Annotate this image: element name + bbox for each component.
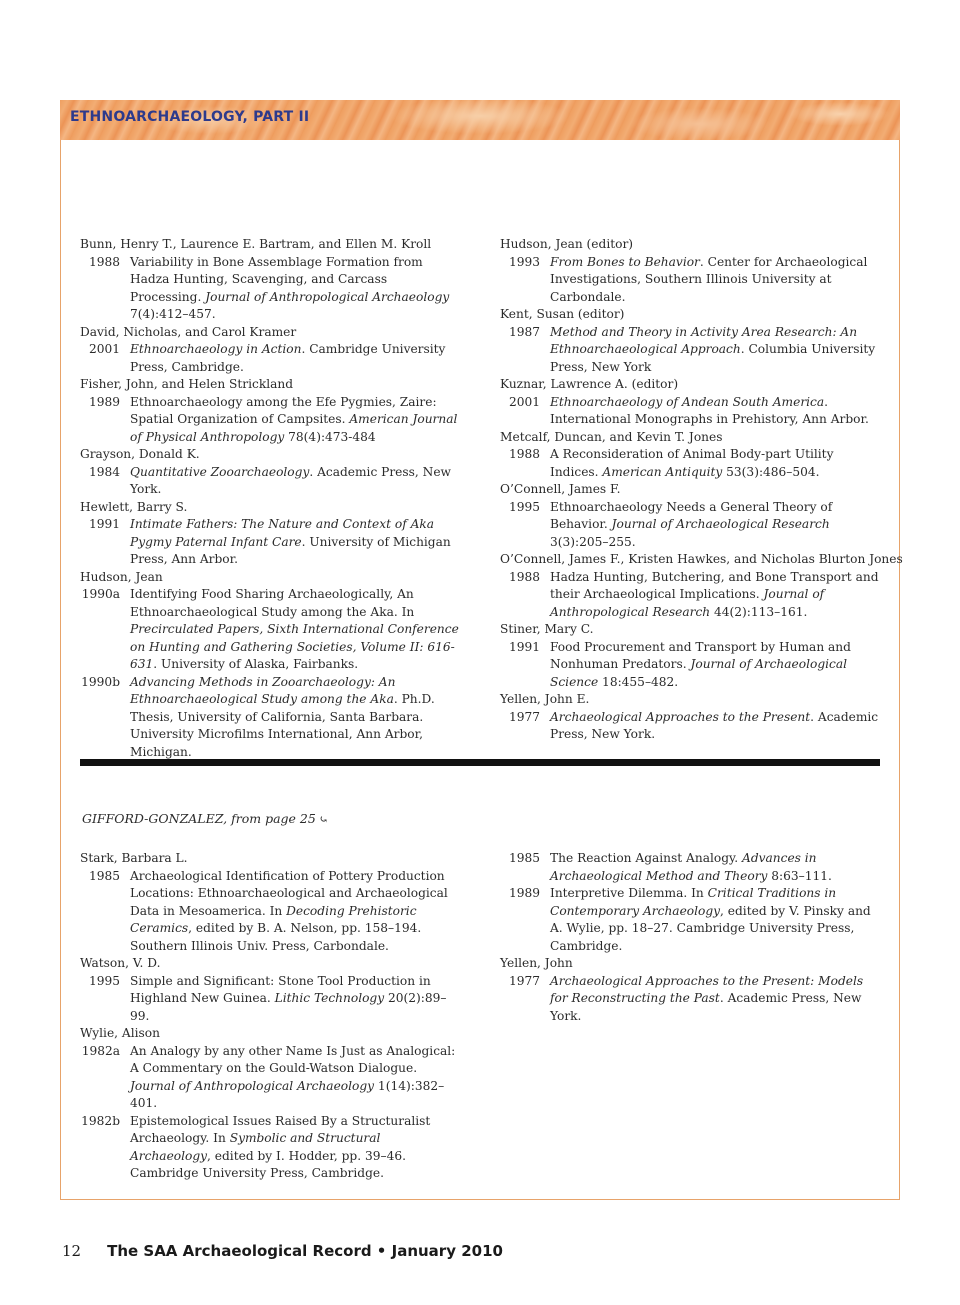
reference-year: 1995 <box>508 499 540 514</box>
page-footer <box>62 1242 503 1260</box>
publication-name: The SAA Archaeological Record • January 2010 <box>107 1242 503 1260</box>
reference-entry <box>80 324 460 377</box>
reference-details: . Academic Press, New York. <box>550 991 862 1023</box>
reference-title: Ethnoarchaeology among the Efe Pygmies, Zaire: Spatial Organization of Campsites. <box>130 394 437 426</box>
reference-entry <box>500 955 880 1025</box>
references-bottom-left <box>80 850 460 1183</box>
reference-author: Hudson, Jean <box>80 569 163 584</box>
reference-author: Hewlett, Barry S. <box>80 499 188 514</box>
reference-entry <box>500 621 880 691</box>
reference-item <box>500 850 880 885</box>
reference-details: . Academic Press, New York. <box>130 464 451 496</box>
reference-year: 1977 <box>508 973 540 988</box>
reference-author: Watson, V. D. <box>80 956 161 970</box>
reference-year: 1988 <box>508 447 540 461</box>
reference-source: Advances in Archaeological Method and Theory <box>550 851 817 883</box>
reference-item <box>500 446 880 481</box>
reference-author: Hudson, Jean (editor) <box>500 237 634 251</box>
continuation-arrow-icon: ⤿ <box>318 813 329 826</box>
reference-author: Stiner, Mary C. <box>500 622 594 636</box>
reference-details: . International Monographs in Prehistory, Ann Arbor. <box>550 394 869 426</box>
reference-entry <box>500 850 880 955</box>
reference-entry <box>500 481 880 551</box>
reference-item <box>500 885 880 955</box>
reference-entry <box>80 569 460 762</box>
reference-details: 8:63–111. <box>767 868 832 883</box>
reference-year: 1982b <box>81 1113 120 1128</box>
reference-year: 1991 <box>88 517 120 531</box>
reference-year: 1988 <box>508 569 540 584</box>
reference-entry <box>80 236 460 324</box>
reference-item <box>80 516 460 569</box>
reference-year: 1988 <box>88 254 120 269</box>
reference-source: Intimate Fathers: The Nature and Context of Aka Pygmy Paternal Infant Care <box>130 517 435 549</box>
reference-author: O’Connell, James F. <box>500 482 621 496</box>
reference-item <box>500 973 880 1026</box>
reference-entry <box>500 376 880 429</box>
continuation-label <box>82 811 328 826</box>
reference-author: Grayson, Donald K. <box>80 447 200 461</box>
reference-year: 1977 <box>508 709 540 724</box>
reference-source: Archaeological Approaches to the Present: Models for Reconstructing the Past <box>550 973 864 1005</box>
reference-details: 20(2):89–99. <box>130 991 447 1023</box>
reference-source: Symbolic and Structural Archaeology <box>130 1131 381 1163</box>
reference-author: David, Nicholas, and Carol Kramer <box>80 324 297 339</box>
reference-entry <box>80 955 460 1025</box>
reference-item <box>500 254 880 307</box>
reference-author: Yellen, John E. <box>500 692 590 706</box>
reference-source: Journal of Archaeological Science <box>550 657 848 689</box>
reference-author: Stark, Barbara L. <box>80 851 188 865</box>
reference-details: . University of Michigan Press, Ann Arbor. <box>130 534 451 566</box>
reference-year: 1985 <box>88 868 120 883</box>
reference-item <box>80 1043 460 1113</box>
reference-entry <box>500 306 880 376</box>
reference-details: , edited by I. Hodder, pp. 39–46. Cambridge University Press, Cambridge. <box>130 1148 406 1180</box>
reference-author: Metcalf, Duncan, and Kevin T. Jones <box>500 429 723 444</box>
reference-year: 1982a <box>81 1043 120 1058</box>
references-bottom-right <box>500 850 880 1025</box>
reference-details: , edited by B. A. Nelson, pp. 158–194. Southern Illinois Univ. Press, Carbondale. <box>130 921 422 953</box>
reference-year: 1987 <box>508 324 540 339</box>
section-header-band <box>60 100 900 140</box>
reference-details: 78(4):473-484 <box>284 429 376 444</box>
reference-source: Decoding Prehistoric Ceramics <box>130 903 417 935</box>
reference-details: 1(14):382–401. <box>130 1078 445 1110</box>
reference-source: Precirculated Papers, Sixth International Conference on Hunting and Gathering Societies, Volume II: 616-631 <box>130 622 459 671</box>
reference-source: Lithic Technology <box>274 991 385 1005</box>
reference-title: Food Procurement and Transport by Human and Nonhuman Predators. <box>550 639 851 671</box>
reference-title: An Analogy by any other Name Is Just as Analogical: A Commentary on the Gould-Watson Dialogue. <box>130 1043 456 1075</box>
section-title: ETHNOARCHAEOLOGY, PART II <box>70 109 310 125</box>
reference-title: Epistemological Issues Raised By a Structuralist Archaeology. In <box>130 1113 431 1145</box>
section-divider <box>80 759 880 766</box>
reference-details: . University of Alaska, Fairbanks. <box>153 657 359 671</box>
reference-item <box>500 639 880 692</box>
reference-item <box>80 674 460 762</box>
reference-details: . Cambridge University Press, Cambridge. <box>130 342 446 374</box>
reference-item <box>500 569 880 622</box>
reference-item <box>80 254 460 324</box>
reference-source: Archaeological Approaches to the Present <box>550 709 811 724</box>
reference-source: Critical Traditions in Contemporary Archaeology <box>550 886 837 918</box>
reference-item <box>500 499 880 552</box>
reference-entry <box>80 499 460 569</box>
reference-item <box>80 341 460 376</box>
reference-item <box>500 394 880 429</box>
reference-author: Fisher, John, and Helen Strickland <box>80 377 294 391</box>
reference-source: Journal of Archaeological Research <box>611 517 830 531</box>
reference-title: Hadza Hunting, Butchering, and Bone Transport and their Archaeological Implications. <box>550 569 879 601</box>
reference-item <box>80 464 460 499</box>
reference-title: Identifying Food Sharing Archaeologically, An Ethnoarchaeological Study among the Aka. In <box>130 587 415 619</box>
reference-details: . Ph.D. Thesis, University of California, Santa Barbara. University Microfilms International, Ann Arbor, Michigan. <box>130 692 435 759</box>
reference-item <box>500 709 880 744</box>
reference-author: Yellen, John <box>500 956 573 970</box>
reference-year: 1984 <box>88 464 120 479</box>
reference-source: Quantitative Zooarchaeology <box>130 464 310 479</box>
reference-title: Interpretive Dilemma. In <box>550 886 708 900</box>
reference-source: American Journal of Physical Anthropology <box>130 412 458 444</box>
reference-item <box>80 1113 460 1183</box>
reference-title: Simple and Significant: Stone Tool Production in Highland New Guinea. <box>130 973 431 1005</box>
reference-source: Advancing Methods in Zooarchaeology: An Ethnoarchaeological Study among the Aka <box>130 674 396 706</box>
reference-details: 18:455–482. <box>598 674 679 689</box>
reference-title: A Reconsideration of Animal Body-part Utility Indices. <box>550 447 834 479</box>
reference-details: . Center for Archaeological Investigations, Southern Illinois University at Carbondale. <box>550 254 868 304</box>
reference-entry <box>80 1025 460 1183</box>
reference-year: 1985 <box>508 851 540 865</box>
reference-details: , edited by V. Pinsky and A. Wylie, pp. 18–27. Cambridge University Press, Cambridge. <box>550 903 871 953</box>
reference-source: Method and Theory in Activity Area Research: An Ethnoarchaeological Approach <box>550 324 858 356</box>
reference-source: Journal of Anthropological Archaeology <box>205 289 450 304</box>
reference-year: 2001 <box>508 394 540 409</box>
reference-source: From Bones to Behavior <box>550 254 700 269</box>
reference-year: 1995 <box>88 973 120 988</box>
references-top-left <box>80 236 460 761</box>
reference-source: Ethnoarchaeology of Andean South America <box>550 394 825 409</box>
continuation-text: GIFFORD-GONZALEZ, from page 25 <box>82 811 316 826</box>
reference-entry <box>80 376 460 446</box>
reference-source: Journal of Anthropological Archaeology <box>130 1078 375 1093</box>
reference-title: The Reaction Against Analogy. <box>550 851 743 865</box>
reference-year: 2001 <box>88 342 120 356</box>
reference-details: 7(4):412–457. <box>130 307 216 321</box>
reference-year: 1990b <box>81 674 120 689</box>
reference-entry <box>500 551 903 621</box>
reference-entry <box>80 446 460 499</box>
reference-title: Variability in Bone Assemblage Formation from Hadza Hunting, Scavenging, and Carcass Processing. <box>130 254 423 304</box>
reference-source: Ethnoarchaeology in Action <box>130 342 302 356</box>
reference-item <box>500 324 880 377</box>
reference-title: Archaeological Identification of Pottery Production Locations: Ethnoarchaeological and Archaeological Data in Mesoamerica. In <box>130 868 448 918</box>
reference-author: O’Connell, James F., Kristen Hawkes, and Nicholas Blurton Jones <box>500 552 903 566</box>
page-number: 12 <box>62 1242 82 1260</box>
reference-item <box>80 586 460 674</box>
reference-year: 1991 <box>508 639 540 654</box>
reference-item <box>80 868 460 956</box>
reference-details: . Columbia University Press, New York <box>550 342 876 374</box>
reference-year: 1989 <box>508 886 540 900</box>
reference-item <box>80 973 460 1026</box>
reference-details: 3(3):205–255. <box>550 534 636 549</box>
reference-year: 1989 <box>88 394 120 409</box>
reference-year: 1993 <box>508 254 540 269</box>
reference-details: 44(2):113–161. <box>710 604 808 619</box>
reference-entry <box>500 429 880 482</box>
reference-author: Kent, Susan (editor) <box>500 307 625 321</box>
reference-author: Kuznar, Lawrence A. (editor) <box>500 377 679 391</box>
reference-title: Ethnoarchaeology Needs a General Theory of Behavior. <box>550 499 833 531</box>
reference-author: Bunn, Henry T., Laurence E. Bartram, and Ellen M. Kroll <box>80 237 432 251</box>
reference-author: Wylie, Alison <box>80 1026 160 1040</box>
reference-details: 53(3):486–504. <box>722 464 820 479</box>
reference-entry <box>500 691 880 744</box>
reference-details: . Academic Press, New York. <box>550 709 879 741</box>
references-top-right <box>500 236 903 744</box>
reference-entry <box>80 850 460 955</box>
reference-item <box>80 394 460 447</box>
reference-source: Journal of Anthropological Research <box>550 587 825 619</box>
reference-source: American Antiquity <box>602 464 723 479</box>
reference-year: 1990a <box>81 587 120 601</box>
reference-entry <box>500 236 880 306</box>
